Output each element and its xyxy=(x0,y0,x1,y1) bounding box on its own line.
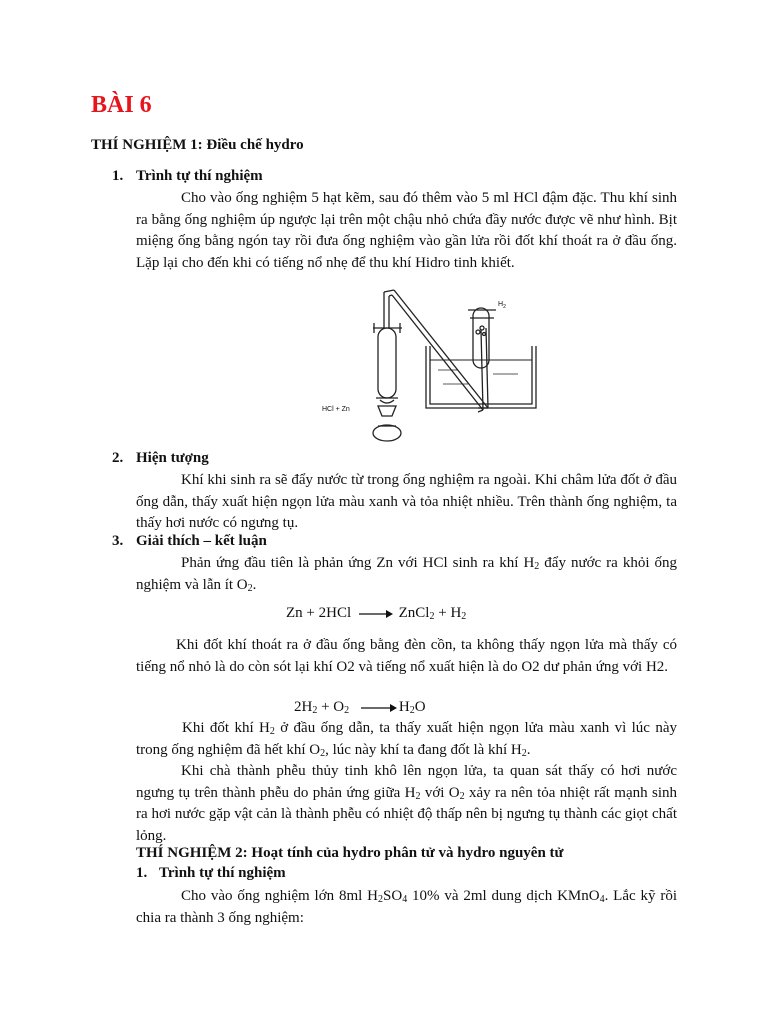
section-1-text: Cho vào ống nghiệm 5 hạt kẽm, sau đó thêm vào 5 ml HCl đậm đặc. Thu khí sinh ra bằng ống nghiệm úp ngược lại trên một chậu nhỏ chứa đầy nước được vẽ như hình. Bịt miệng ống bằng ngón tay rồi đưa ống nghiệm vào gần lửa rồi đốt khí thoát ra ở đầu ống. Lặp lại cho đến khi có tiếng nổ nhẹ để thu khí Hidro tinh khiết. xyxy=(136,190,677,271)
section-1-title: Trình tự thí nghiệm xyxy=(136,168,263,184)
reaction-arrow-icon xyxy=(353,703,399,713)
section-2-number: 2. xyxy=(112,450,124,466)
apparatus-figure xyxy=(318,288,548,448)
equation-2: $2H_2 + O_2$ $H_2O$ xyxy=(294,699,426,716)
reaction-tube xyxy=(378,328,396,398)
reagent-label: HCl + Zn xyxy=(322,406,350,413)
burner xyxy=(373,425,401,441)
section-3-paragraph-2: Khi đốt khí thoát ra ở đầu ống bằng đèn cồn, ta không thấy ngọn lửa mà thấy có tiếng nổ nhỏ là do còn sót lại khí O2 và tiếng nổ xuất hiện là do O2 dư phản ứng với H2. xyxy=(136,637,677,675)
section-3-title: Giải thích – kết luận xyxy=(136,533,267,549)
section-3-paragraph-1: Phản ứng đầu tiên là phản ứng Zn với HCl sinh ra khí $H_2$ đẩy nước ra khỏi ống nghiệm và lẫn ít $O_2$. xyxy=(136,555,677,594)
section-3-paragraph-4: Khi chà thành phễu thủy tinh khô lên ngọn lửa, ta quan sát thấy có hơi nước ngưng tụ trên thành phễu do phản ứng giữa $H_2$ với $O_2$ xảy ra nên tỏa nhiệt rất mạnh sinh ra hơi nước gặp vật cản là thành phễu có nhiệt độ thấp nên bị ngưng tụ thành các giọt chất lỏng. xyxy=(136,763,677,844)
exp2-section-1-text: Cho vào ống nghiệm lớn 8ml $H_2SO_4$ 10% và 2ml dung dịch KMnO$_4$. Lắc kỹ rồi chia ra thành 3 ống nghiệm: xyxy=(136,888,677,926)
section-3-paragraph-3: Khi đốt khí $H_2$ ở đầu ống dẫn, ta thấy xuất hiện ngọn lửa màu xanh vì lúc này trong ống nghiệm đã hết khí $O_2$, lúc này khí ta đang đốt là khí $H_2$. xyxy=(136,720,677,759)
section-2-text: Khí khi sinh ra sẽ đẩy nước từ trong ống nghiệm ra ngoài. Khi châm lửa đốt ở đầu ống dẫn, thấy xuất hiện ngọn lửa màu xanh và tỏa nhiệt nhiều. Trên thành ống nghiệm, ta thấy hơi nước có ngưng tụ. xyxy=(136,472,677,531)
clamp xyxy=(380,400,394,403)
equation-1: Zn + 2HCl ZnCl$_2$ + $H_2$ xyxy=(286,605,467,622)
exp2-section-1-number: 1. xyxy=(136,865,148,881)
section-2-title: Hiện tượng xyxy=(136,450,209,466)
section-3-number: 3. xyxy=(112,533,124,549)
reaction-arrow-icon xyxy=(355,609,395,619)
section-1-number: 1. xyxy=(112,168,124,184)
experiment-1-heading: THÍ NGHIỆM 1: Điều chế hydro xyxy=(91,137,304,153)
exp2-section-1-title: Trình tự thí nghiệm xyxy=(159,865,286,881)
page-title: BÀI 6 xyxy=(91,92,152,118)
h2-label: $H_2$ xyxy=(498,301,506,310)
experiment-2-heading: THÍ NGHIỆM 2: Hoạt tính của hydro phân tử và hydro nguyên tử xyxy=(136,845,564,861)
